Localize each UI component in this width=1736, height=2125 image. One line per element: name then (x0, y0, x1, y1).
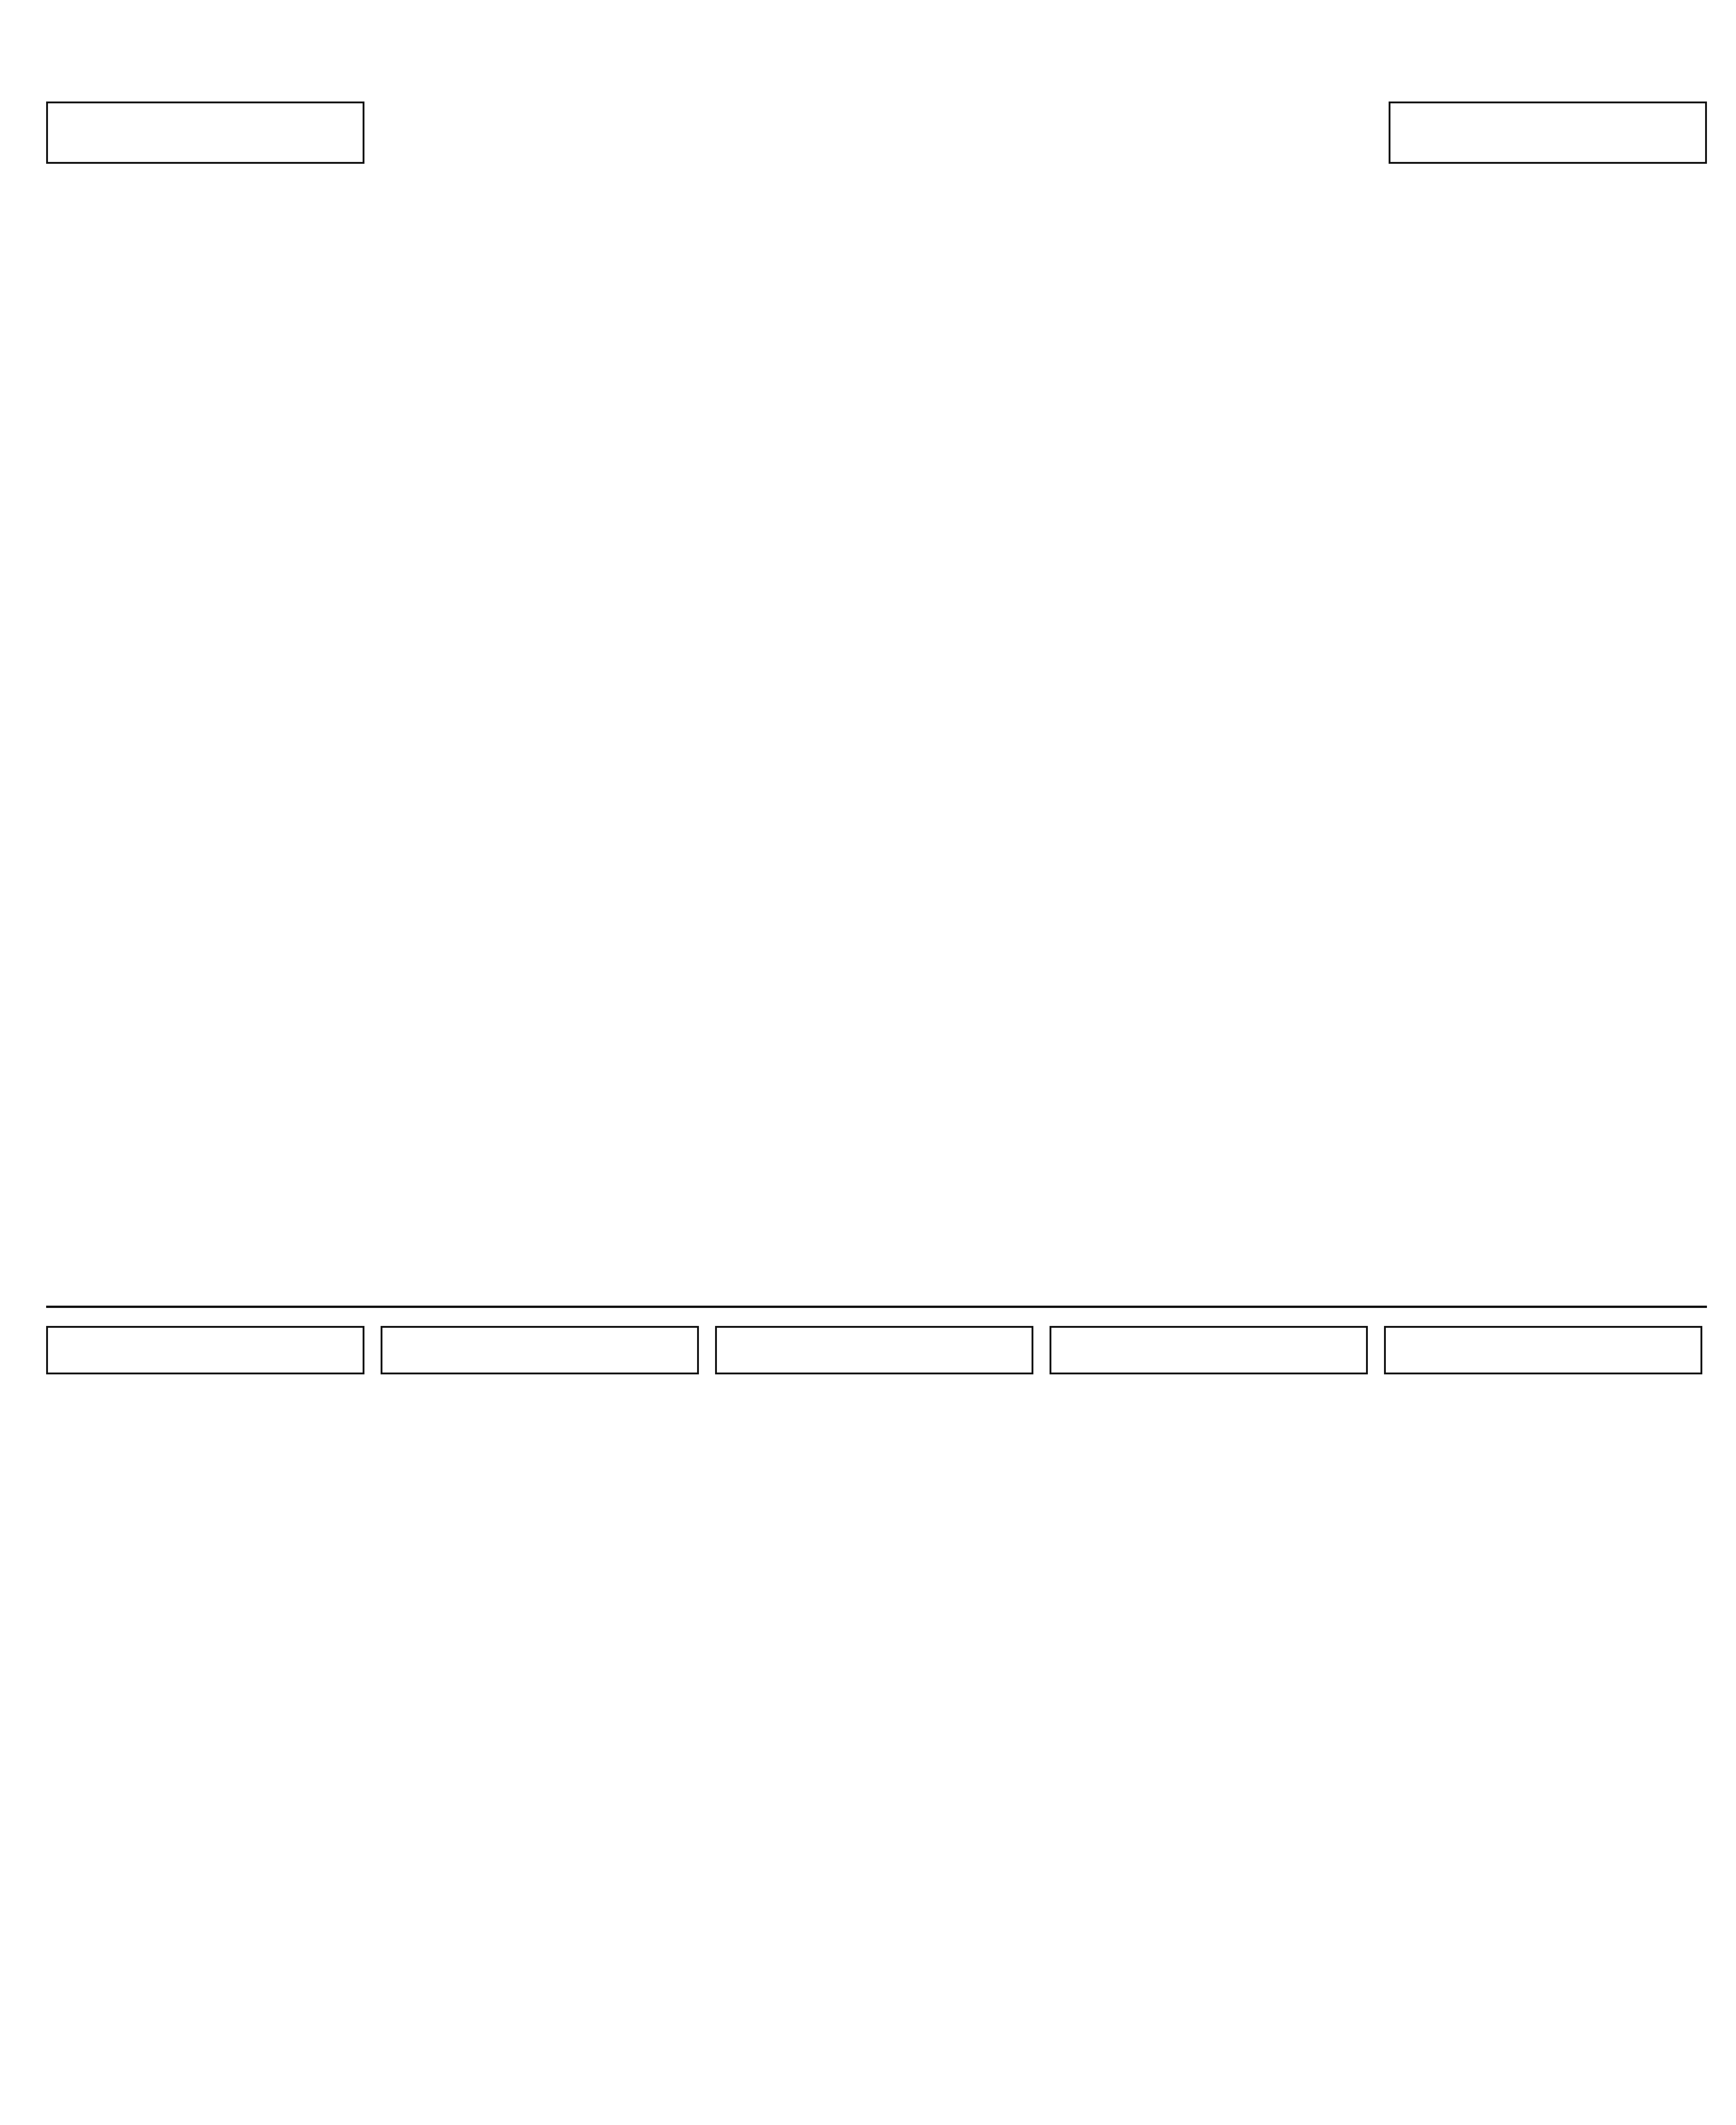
bottom-column-3 (715, 1319, 1033, 1381)
station-logo-4ya (381, 1326, 699, 1374)
divider (46, 1306, 1707, 1308)
bottom-column-5 (1384, 1319, 1702, 1381)
national-stations (46, 1319, 1707, 2021)
station-logo-4yo (715, 1326, 1033, 1374)
commercial-stations (46, 173, 1707, 1303)
listener-page (46, 92, 1707, 2113)
weather-box-right (1389, 101, 1707, 164)
station-logo-3zr (46, 1326, 364, 1374)
bottom-column-4 (1050, 1319, 1368, 1381)
weather-box-left (46, 101, 364, 164)
bottom-column-1 (46, 1319, 364, 1381)
station-logo-4yz (1050, 1326, 1368, 1374)
station-logo-4zd (1384, 1326, 1702, 1374)
bottom-column-2 (381, 1319, 699, 1381)
